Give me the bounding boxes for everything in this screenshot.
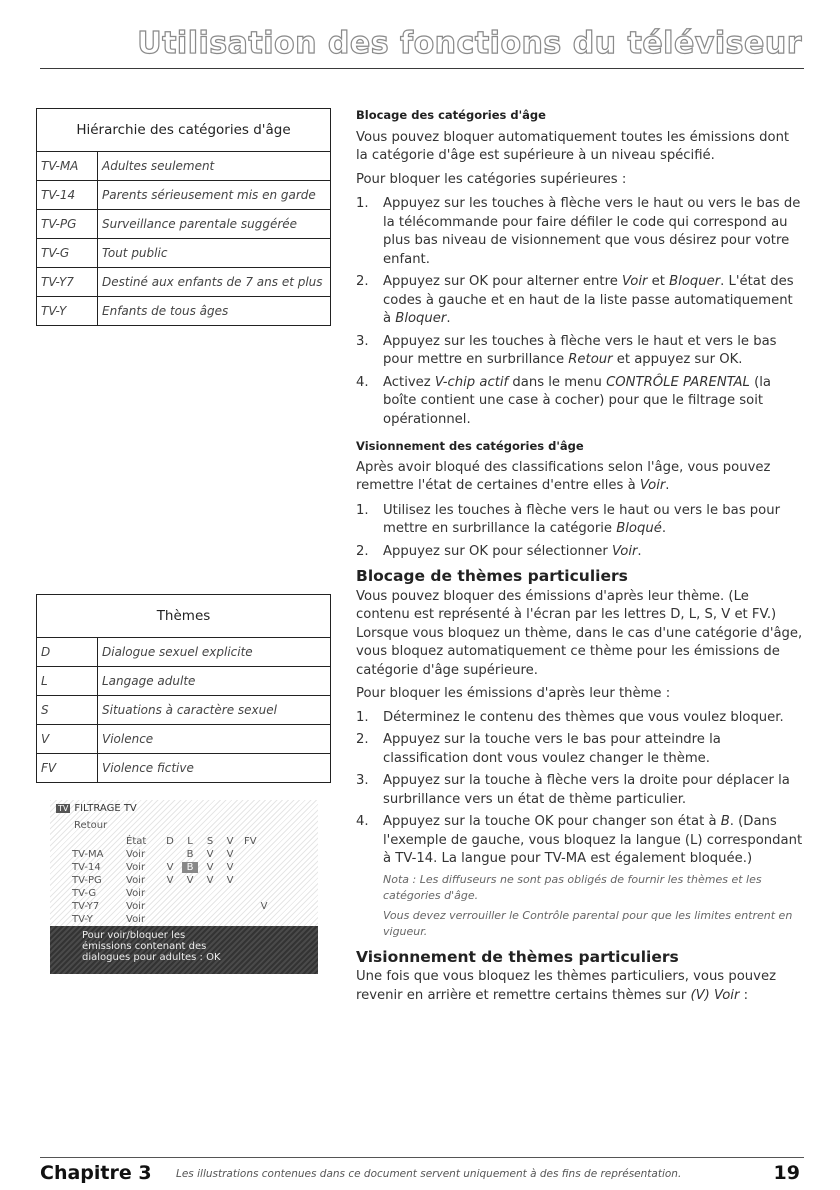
row-cat: TV-14 <box>72 862 101 873</box>
list-text-italic: Bloquer <box>395 311 447 326</box>
table-row <box>37 239 331 268</box>
screen-header <box>56 803 137 814</box>
table-row <box>37 754 331 783</box>
screen-title: FILTRAGE TV <box>74 803 137 814</box>
tv-icon: TV <box>58 804 69 813</box>
age-code: TV-MA <box>37 152 98 181</box>
col-s: S <box>206 836 214 847</box>
theme-code: D <box>37 638 98 667</box>
list-text: . (Dans l'exemple de gauche, vous bloquez la langue (L) correspondant à TV-14. La langue pour TV-MA est également bloquée.) <box>383 814 803 866</box>
list-text-italic: Bloquer <box>669 274 721 289</box>
theme-desc: Violence fictive <box>98 754 331 783</box>
list-text: dans le menu <box>508 374 607 390</box>
footer-chapter: Chapitre 3 <box>40 1162 152 1184</box>
age-desc: Surveillance parentale suggérée <box>98 210 331 239</box>
footer-rule <box>40 1157 804 1158</box>
table-row <box>37 210 331 239</box>
row-cell: V <box>226 862 234 873</box>
tv-filter-screen <box>50 800 318 974</box>
list-text: . <box>637 543 642 559</box>
paragraph: Vous pouvez bloquer automatiquement toutes les émissions dont la catégorie d'âge est supérieure à un niveau spécifié. <box>356 129 790 163</box>
list-item: 1. Déterminez le contenu des thèmes que vous voulez bloquer. <box>356 709 784 725</box>
row-cell: V <box>260 901 268 912</box>
list-item: 2. Appuyez sur OK pour alterner entre Voir et Bloquer. L'état des codes à gauche et en haut de la liste passe automatiquement à Bloquer. <box>356 274 794 326</box>
footer-disclaimer: Les illustrations contenues dans ce document servent uniquement à des fins de représentation. <box>176 1168 682 1180</box>
paragraph <box>356 459 804 496</box>
screen-footer-line: Pour voir/bloquer les <box>82 930 186 941</box>
list-item: 2. Appuyez sur la touche vers le bas pour atteindre la classification dont vous voulez changer le thème. <box>356 732 721 766</box>
row-cat: TV-Y <box>72 914 93 925</box>
row-cat: TV-MA <box>72 849 104 860</box>
heading-blocage-ages: Blocage des catégories d'âge <box>356 108 546 122</box>
age-code: TV-Y <box>37 297 98 326</box>
age-categories-table <box>36 108 331 326</box>
table-row <box>37 181 331 210</box>
age-code: TV-14 <box>37 181 98 210</box>
list-text-italic: CONTRÔLE PARENTAL <box>606 374 750 390</box>
page-number: 19 <box>773 1162 800 1184</box>
table-row <box>37 696 331 725</box>
theme-code: L <box>37 667 98 696</box>
row-cat: TV-PG <box>72 875 102 886</box>
list-item: 1. Appuyez sur les touches à flèche vers le haut ou vers le bas de la télécommande pour faire défiler le code qui correspond au plus bas niveau de visionnement que vous désirez pour votre enfant. <box>356 196 801 267</box>
row-etat: Voir <box>126 849 146 860</box>
row-etat: Voir <box>126 888 146 899</box>
age-table-title: Hiérarchie des catégories d'âge <box>37 109 331 152</box>
col-etat: État <box>126 836 147 847</box>
list-text-italic: Voir <box>612 543 638 559</box>
row-cell: V <box>206 875 214 886</box>
page-title: Utilisation des fonctions du téléviseur <box>137 26 802 61</box>
row-cat: TV-G <box>72 888 97 899</box>
list-text-italic: Retour <box>568 352 613 367</box>
theme-desc: Violence <box>98 725 331 754</box>
paragraph <box>356 968 804 1005</box>
list-item: 3. Appuyez sur la touche à flèche vers la droite pour déplacer la surbrillance vers un état de thème particulier. <box>356 773 790 807</box>
paragraph: Pour bloquer les émissions d'après leur thème : <box>356 686 671 701</box>
row-cell: B <box>186 849 194 860</box>
list-item: 2. Appuyez sur OK pour sélectionner Voir. <box>356 543 642 559</box>
screen-footer-line: dialogues pour adultes : OK <box>82 952 221 963</box>
list-text: et appuyez sur OK. <box>612 352 743 367</box>
theme-code: S <box>37 696 98 725</box>
row-cat: TV-Y7 <box>72 901 100 912</box>
list-text-italic: B <box>720 814 730 829</box>
paragraph: Pour bloquer les catégories supérieures : <box>356 171 627 187</box>
screen-footer-line: émissions contenant des <box>82 941 207 952</box>
list-text: Appuyez sur la touche OK pour changer son état à <box>383 814 721 829</box>
age-code: TV-PG <box>37 210 98 239</box>
row-cell: V <box>226 875 234 886</box>
table-row <box>37 638 331 667</box>
table-row <box>37 268 331 297</box>
list-text: Appuyez sur la touche vers le bas pour atteindre la classification dont vous voulez changer le thème. <box>383 732 721 766</box>
list-item: 1. Utilisez les touches à flèche vers le haut ou vers le bas pour mettre en surbrillance la catégorie Bloqué. <box>356 502 780 536</box>
row-etat: Voir <box>126 862 146 873</box>
right-column <box>356 106 804 1005</box>
theme-code: V <box>37 725 98 754</box>
heading-visionnement-themes: Visionnement de thèmes particuliers <box>356 947 679 966</box>
text: Après avoir bloqué des classifications selon l'âge, vous pouvez remettre l'état de certaines d'entre elles à <box>356 459 771 493</box>
list-text: Appuyez sur les touches à flèche vers le haut ou vers le bas de la télécommande pour faire défiler le code qui correspond au plus bas niveau de visionnement que vous désirez pour votre enfant. <box>383 196 801 267</box>
list-text: et <box>647 274 670 289</box>
theme-desc: Situations à caractère sexuel <box>98 696 331 725</box>
themes-table <box>36 594 331 783</box>
list-text-italic: Bloqué <box>616 521 662 536</box>
screen-retour: Retour <box>74 820 108 831</box>
list-text-italic: V-chip actif <box>434 374 509 390</box>
note: Nota : Les diffuseurs ne sont pas obligés de fournir les thèmes et les catégories d'âge. <box>383 872 762 902</box>
row-cell-highlighted: B <box>182 862 198 873</box>
age-desc: Adultes seulement <box>98 152 331 181</box>
list-item: 3. Appuyez sur les touches à flèche vers le haut et vers le bas pour mettre en surbrillance Retour et appuyez sur OK. <box>356 333 777 367</box>
theme-desc: Langage adulte <box>98 667 331 696</box>
theme-code: FV <box>37 754 98 783</box>
list-text: Appuyez sur la touche à flèche vers la droite pour déplacer la surbrillance vers un état de thème particulier. <box>383 773 790 807</box>
row-etat: Voir <box>126 875 146 886</box>
age-code: TV-Y7 <box>37 268 98 297</box>
table-row <box>37 725 331 754</box>
list-text: Déterminez le contenu des thèmes que vous voulez bloquer. <box>383 709 784 725</box>
text-italic: Voir <box>639 478 666 493</box>
list-item: 4. Activez V-chip actif dans le menu CONTRÔLE PARENTAL (la boîte contient une case à cocher) pour que le filtrage soit opérationnel. <box>356 374 771 427</box>
heading-blocage-themes: Blocage de thèmes particuliers <box>356 567 628 585</box>
table-row <box>37 152 331 181</box>
col-v: V <box>226 836 234 847</box>
col-fv: FV <box>244 836 257 847</box>
theme-desc: Dialogue sexuel explicite <box>98 638 331 667</box>
paragraph: Vous pouvez bloquer des émissions d'après leur thème. (Le contenu est représenté à l'écran par les lettres D, L, S, V et FV.) Lorsque vous bloquez un thème, dans le cas d'une catégorie d'âge, vous bloquez automatiquement ce thème pour les émissions de catégorie d'âge supérieure. <box>356 588 803 678</box>
col-l: L <box>187 836 193 847</box>
list-text: (la boîte contient une case à cocher) pour que le filtrage soit opérationnel. <box>383 374 771 427</box>
table-row <box>37 297 331 326</box>
row-cell: V <box>166 875 174 886</box>
list-text: . <box>661 521 667 536</box>
text: Une fois que vous bloquez les thèmes particuliers, vous pouvez revenir en arrière et remettre certains thèmes sur <box>356 969 777 1003</box>
themes-table-title: Thèmes <box>37 595 331 638</box>
row-cell: V <box>166 862 174 873</box>
row-cell: V <box>206 849 214 860</box>
age-code: TV-G <box>37 239 98 268</box>
list-text: Utilisez les touches à flèche vers le haut ou vers le bas pour mettre en surbrillance la catégorie <box>383 502 780 536</box>
title-rule <box>40 68 804 69</box>
row-cell: V <box>226 849 234 860</box>
age-desc: Enfants de tous âges <box>98 297 331 326</box>
note: Vous devez verrouiller le Contrôle parental pour que les limites entrent en vigueur. <box>383 908 793 938</box>
table-row <box>37 667 331 696</box>
list-text: Appuyez sur OK pour sélectionner <box>383 543 612 559</box>
list-text: Activez <box>383 374 435 390</box>
col-d: D <box>166 836 174 847</box>
list-text: Appuyez sur les touches à flèche vers le haut et vers le bas pour mettre en surbrillance <box>383 333 777 367</box>
text: . <box>665 478 670 493</box>
text: : <box>739 987 749 1003</box>
row-etat: Voir <box>126 914 146 925</box>
row-cell: V <box>206 862 214 873</box>
list-text: Appuyez sur OK pour alterner entre <box>383 274 623 289</box>
list-text: . L'état des codes à gauche et en haut de la liste passe automatiquement à <box>383 274 794 326</box>
screen-footer <box>50 926 318 974</box>
age-desc: Destiné aux enfants de 7 ans et plus <box>98 268 331 297</box>
list-item: 4. Appuyez sur la touche OK pour changer son état à B. (Dans l'exemple de gauche, vous bloquez la langue (L) correspondant à TV-14. La langue pour TV-MA est également bloquée.) <box>356 814 803 866</box>
age-desc: Tout public <box>98 239 331 268</box>
list-text-italic: Voir <box>622 274 648 289</box>
age-desc: Parents sérieusement mis en garde <box>98 181 331 210</box>
text-italic: (V) Voir <box>690 987 740 1003</box>
row-cell: V <box>186 875 194 886</box>
list-text: . <box>446 311 451 326</box>
row-etat: Voir <box>126 901 146 912</box>
heading-visionnement-ages: Visionnement des catégories d'âge <box>356 439 584 453</box>
